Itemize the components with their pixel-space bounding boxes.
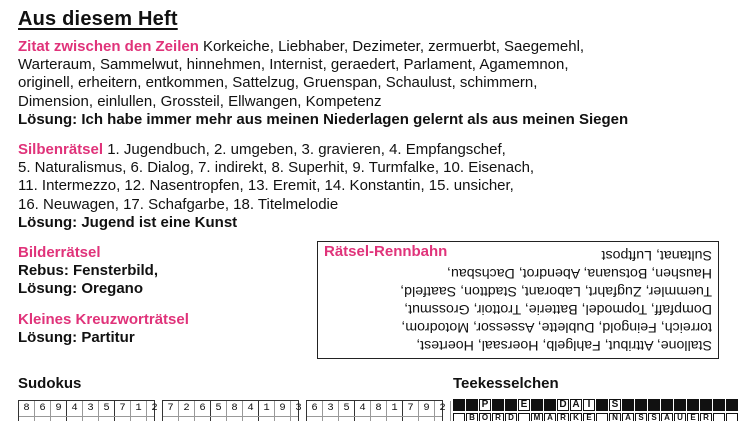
teekesselchen-cell: A: [661, 413, 673, 421]
sudoku-cell: 3: [291, 401, 307, 421]
teekesselchen-cell: P: [479, 399, 491, 411]
sudoku-cell: 1: [131, 401, 147, 421]
bilder-solution: Lösung: Oregano: [18, 280, 143, 298]
sudoku-cell: 8: [227, 401, 243, 421]
rennbahn-line: Haushen, Botsuana, Abendrot, Dachsbau,: [446, 264, 712, 281]
silben-title: Silbenrätsel: [18, 141, 104, 158]
sudoku-cell: 1: [387, 401, 403, 421]
teekesselchen-cell: [648, 399, 660, 411]
kreuz-title: Kleines Kreuzworträtsel: [18, 311, 189, 328]
kreuz-section: [18, 311, 308, 347]
teekesselchen-cell: E: [518, 399, 530, 411]
bilder-rebus: Rebus: Fensterbild,: [18, 262, 159, 280]
zitat-line-1: Korkeiche, Liebhaber, Dezimeter, zermuerbt, Saegemehl,: [198, 38, 585, 55]
page-title: Aus diesem Heft: [18, 8, 178, 30]
bilder-title: Bilderrätsel: [18, 244, 101, 261]
sudoku-cell: 3: [323, 401, 339, 421]
sudoku-next-row: [19, 416, 154, 423]
rennbahn-line: Stallone, Attribut, Fahlgelb, Hoersaal, Hoertest,: [416, 337, 712, 353]
sudoku-cell: 2: [179, 401, 195, 421]
silben-line-3: 11. Intermezzo, 12. Nasentropfen, 13. Eremit, 14. Konstantin, 15. unsicher,: [18, 177, 514, 195]
teekesselchen-cell: D: [557, 399, 569, 411]
sudokus-heading: Sudokus: [18, 375, 82, 392]
sudoku-cell: 6: [195, 401, 211, 421]
sudoku-cell: 8: [371, 401, 387, 421]
sudoku-cell: 7: [163, 401, 179, 421]
zitat-line-4: Dimension, einlullen, Grossteil, Ellwangen, Kompetenz: [18, 92, 382, 110]
bilder-section: [18, 244, 308, 299]
zitat-solution: Lösung: Ich habe immer mehr aus meinen Niederlagen gelernt als aus meinen Siegen: [18, 110, 629, 128]
teekesselchen-cell: [713, 399, 725, 411]
sudoku-cell: 5: [339, 401, 355, 421]
teekesselchen-cell: [492, 399, 504, 411]
sudoku-cell: 3: [83, 401, 99, 421]
teekesselchen-cell: [466, 399, 478, 411]
sudoku-grid-1: [18, 400, 158, 421]
sudoku-cell: 6: [35, 401, 51, 421]
teekesselchen-cell: [544, 399, 556, 411]
teekesselchen-cell: A: [570, 399, 582, 411]
teekesselchen-cell: A: [544, 413, 556, 421]
silben-line-1: 1. Jugendbuch, 2. umgeben, 3. gravieren, 4. Empfangschef,: [103, 141, 506, 158]
sudoku-cell: 8: [19, 401, 35, 421]
sudoku-cell: 6: [307, 401, 323, 421]
sudoku-cell: 2: [147, 401, 163, 421]
teekesselchen-cell: [518, 413, 530, 421]
teekesselchen-cell: E: [687, 413, 699, 421]
sudoku-grid-2: [162, 400, 302, 421]
teekesselchen-cell: U: [674, 413, 686, 421]
teekesselchen-cell: O: [479, 413, 491, 421]
zitat-line-3: originell, erheitern, entkommen, Sattelzug, Gruenspan, Schaulust, schimmern,: [18, 74, 538, 92]
sudoku-cell: 2: [435, 401, 451, 421]
rennbahn-box: [317, 241, 719, 359]
teekesselchen-cell: B: [466, 413, 478, 421]
teekesselchen-heading: Teekesselchen: [453, 375, 559, 392]
teekesselchen-cell: S: [648, 413, 660, 421]
sudoku-cell: 4: [243, 401, 259, 421]
teekesselchen-cell: [726, 399, 738, 411]
sudoku-cell: 9: [419, 401, 435, 421]
silben-line-4: 16. Neuwagen, 17. Schafgarbe, 18. Titelmelodie: [18, 195, 339, 213]
rennbahn-line: Tuemmler, Zugfahrt, Laborant, Stadtton, Saatfeld,: [400, 282, 712, 299]
sudoku-cell: 7: [115, 401, 131, 421]
teekesselchen-cell: D: [505, 413, 517, 421]
teekesselchen-cell: [687, 399, 699, 411]
teekesselchen-cell: R: [557, 413, 569, 421]
zitat-line-2: Warteraum, Sammelwut, hinnehmen, Internist, geraedert, Parlament, Agamemnon,: [18, 56, 569, 74]
zitat-section: [18, 38, 743, 129]
sudoku-cell: 5: [211, 401, 227, 421]
zitat-title: Zitat zwischen den Zeilen: [18, 38, 199, 55]
sudoku-cell: 9: [51, 401, 67, 421]
rennbahn-line: Sultanat, Luftpost: [601, 246, 712, 263]
teekesselchen-cell: R: [492, 413, 504, 421]
teekesselchen-cell: K: [570, 413, 582, 421]
silben-section: [18, 141, 743, 232]
sudoku-next-row: [307, 416, 442, 423]
rennbahn-line: torreich, Feingold, Dublette, Assessor, Motodrom,: [401, 318, 712, 335]
teekesselchen-cell: [700, 399, 712, 411]
teekesselchen-cell: [596, 413, 608, 421]
teekesselchen-cell: A: [622, 413, 634, 421]
rennbahn-upside-down-text: [324, 244, 712, 354]
rennbahn-line: Dompfaff, Topmodel, Batterie, Trottoir, Grossmut,: [404, 300, 712, 317]
teekesselchen-cell: [453, 399, 465, 411]
teekesselchen-cell: [661, 399, 673, 411]
teekesselchen-cell: M: [531, 413, 543, 421]
kreuz-solution: Lösung: Partitur: [18, 329, 135, 347]
sudoku-cell: 7: [403, 401, 419, 421]
teekesselchen-cell: [596, 399, 608, 411]
sudoku-grid-3: [306, 400, 446, 421]
teekesselchen-grid: [453, 399, 743, 421]
sudoku-cell: 1: [259, 401, 275, 421]
teekesselchen-cell: [622, 399, 634, 411]
teekesselchen-cell: E: [583, 413, 595, 421]
sudoku-next-row: [163, 416, 298, 423]
teekesselchen-cell: R: [700, 413, 712, 421]
sudoku-cell: 4: [67, 401, 83, 421]
teekesselchen-cell: S: [609, 399, 621, 411]
rennbahn-title: Rätsel-Rennbahn: [324, 243, 448, 260]
teekesselchen-cell: [713, 413, 725, 421]
teekesselchen-cell: S: [635, 413, 647, 421]
sudoku-cell: 5: [99, 401, 115, 421]
teekesselchen-cell: [453, 413, 465, 421]
teekesselchen-cell: N: [609, 413, 621, 421]
teekesselchen-cell: [726, 413, 738, 421]
teekesselchen-cell: [635, 399, 647, 411]
sudoku-cell: 9: [275, 401, 291, 421]
teekesselchen-cell: [674, 399, 686, 411]
teekesselchen-cell: I: [583, 399, 595, 411]
teekesselchen-cell: [505, 399, 517, 411]
silben-line-2: 5. Naturalismus, 6. Dialog, 7. indirekt, 8. Superhit, 9. Turmfalke, 10. Eisenach,: [18, 159, 535, 177]
silben-solution: Lösung: Jugend ist eine Kunst: [18, 213, 238, 231]
teekesselchen-cell: [531, 399, 543, 411]
sudoku-cell: 4: [355, 401, 371, 421]
